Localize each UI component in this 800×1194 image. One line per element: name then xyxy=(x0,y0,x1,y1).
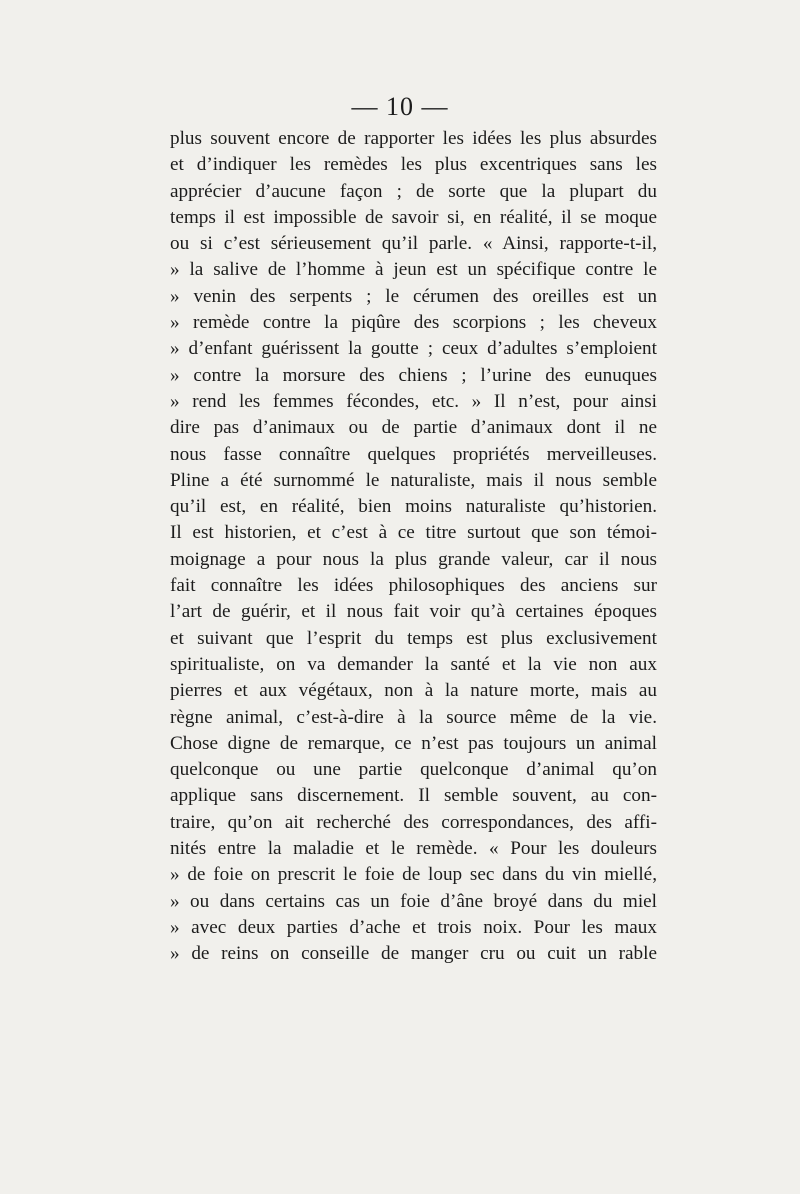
text-line: temps il est impossible de savoir si, en réalité, il se moque xyxy=(170,206,657,228)
text-line: et d’indiquer les remèdes les plus excentriques sans les xyxy=(170,154,657,176)
text-line: quelconque ou une partie quelconque d’animal qu’on xyxy=(170,759,657,781)
text-line: » contre la morsure des chiens ; l’urine des eunuques xyxy=(170,364,657,386)
text-line: dire pas d’animaux ou de partie d’animaux dont il ne xyxy=(170,417,657,439)
text-line: Chose digne de remarque, ce n’est pas toujours un animal xyxy=(170,732,657,754)
text-line: pierres et aux végétaux, non à la nature morte, mais au xyxy=(170,680,657,702)
text-line: traire, qu’on ait recherché des correspondances, des affi- xyxy=(170,811,657,833)
text-line: apprécier d’aucune façon ; de sorte que la plupart du xyxy=(170,180,657,202)
text-line: plus souvent encore de rapporter les idées les plus absurdes xyxy=(170,128,657,149)
text-line: et suivant que l’esprit du temps est plus exclusivement xyxy=(170,627,657,649)
text-line: fait connaître les idées philosophiques des anciens sur xyxy=(170,575,657,597)
text-line: Il est historien, et c’est à ce titre surtout que son témoi- xyxy=(170,522,657,544)
text-line: » la salive de l’homme à jeun est un spécifique contre le xyxy=(170,259,657,281)
page-number: — 10 — xyxy=(351,92,449,121)
text-line: » de foie on prescrit le foie de loup sec dans du vin miellé, xyxy=(170,864,657,886)
text-line: » de reins on conseille de manger cru ou cuit un rable xyxy=(170,943,657,965)
text-line: qu’il est, en réalité, bien moins naturaliste qu’historien. xyxy=(170,496,657,518)
text-line: règne animal, c’est-à-dire à la source même de la vie. xyxy=(170,706,657,728)
text-line: » d’enfant guérissent la goutte ; ceux d’adultes s’emploient xyxy=(170,338,657,360)
text-line: l’art de guérir, et il nous fait voir qu’à certaines époques xyxy=(170,601,657,623)
text-line: » rend les femmes fécondes, etc. » Il n’est, pour ainsi xyxy=(170,390,657,412)
text-line: » remède contre la piqûre des scorpions ; les cheveux xyxy=(170,312,657,334)
body-text xyxy=(170,126,657,968)
text-line: Pline a été surnommé le naturaliste, mais il nous semble xyxy=(170,469,657,491)
text-line: nous fasse connaître quelques propriétés merveilleuses. xyxy=(170,443,657,465)
text-line: moignage a pour nous la plus grande valeur, car il nous xyxy=(170,548,657,570)
text-line: applique sans discernement. Il semble souvent, au con- xyxy=(170,785,657,807)
text-line: spiritualiste, on va demander la santé et la vie non aux xyxy=(170,653,657,675)
text-line: » venin des serpents ; le cérumen des oreilles est un xyxy=(170,285,657,307)
text-line: ou si c’est sérieusement qu’il parle. « Ainsi, rapporte-t-il, xyxy=(170,233,657,255)
text-line: nités entre la maladie et le remède. « Pour les douleurs xyxy=(170,838,657,860)
text-line: » avec deux parties d’ache et trois noix. Pour les maux xyxy=(170,916,657,938)
text-line: » ou dans certains cas un foie d’âne broyé dans du miel xyxy=(170,890,657,912)
